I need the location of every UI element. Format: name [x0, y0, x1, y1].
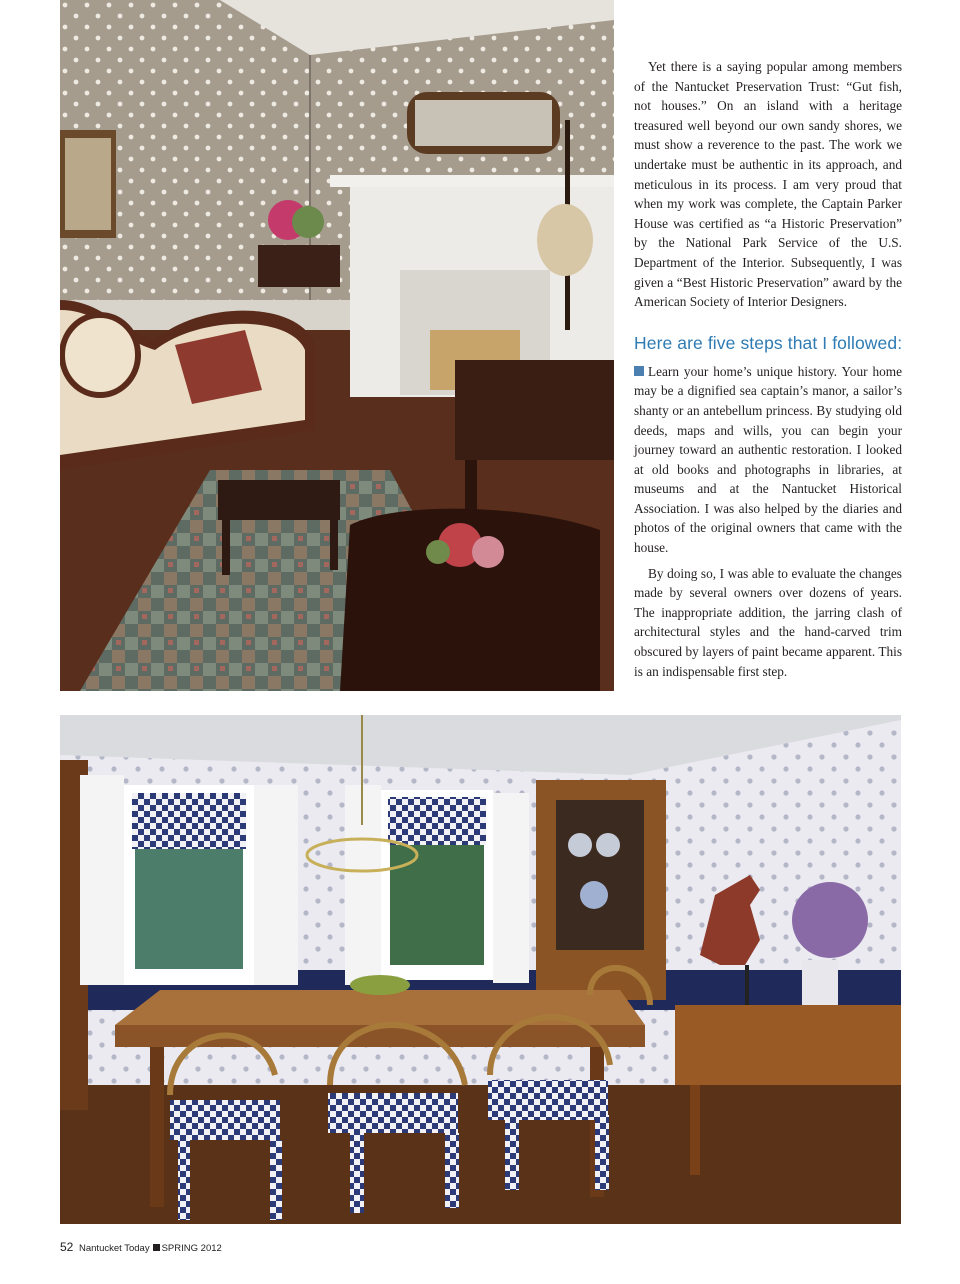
square-bullet-icon [634, 366, 644, 376]
page-number: 52 [60, 1240, 74, 1254]
issue-name: SPRING 2012 [161, 1243, 222, 1254]
section-heading: Here are five steps that I followed: [634, 332, 903, 353]
square-separator-icon [153, 1244, 160, 1251]
page-footer [60, 1240, 222, 1254]
step-text: Learn your home’s unique history. Your home may be a dignified sea captain’s manor, a sailor’s shanty or an antebellum princess. By studying old deeds, maps and wills, you can begin your journey toward an authentic restoration. I looked at old books and photographs in libraries, at museums and at the Nantucket Historical Association. I was also helped by the diaries and photos of the original owners that came with the house. [634, 363, 902, 556]
step-paragraph [634, 362, 902, 558]
parlor-photo [60, 0, 614, 691]
publication-name: Nantucket Today [79, 1243, 150, 1254]
dining-room-photo [60, 715, 901, 1224]
article-paragraph: By doing so, I was able to evaluate the changes made by several owners over dozens of years. The inappropriate addition, the jarring clash of architectural styles and the hand-carved trim obscured by layers of paint became apparent. This is an indispensable first step. [634, 565, 902, 679]
article-paragraph: Yet there is a saying popular among members of the Nantucket Preservation Trust: “Gut fish, not houses.” On an island with a heritage treasured well beyond our own sandy shores, we must show a reverence to the past. The work we undertake must be authentic in its approach, and meticulous in its process. I am very proud that when my work was complete, the Captain Parker House was certified as “a Historic Preservation” by the National Park Service of the U.S. Department of the Interior. Subsequently, I was given a “Best Historic Preservation” award by the American Society of Interior Designers. [634, 59, 902, 310]
article-column [634, 57, 902, 681]
